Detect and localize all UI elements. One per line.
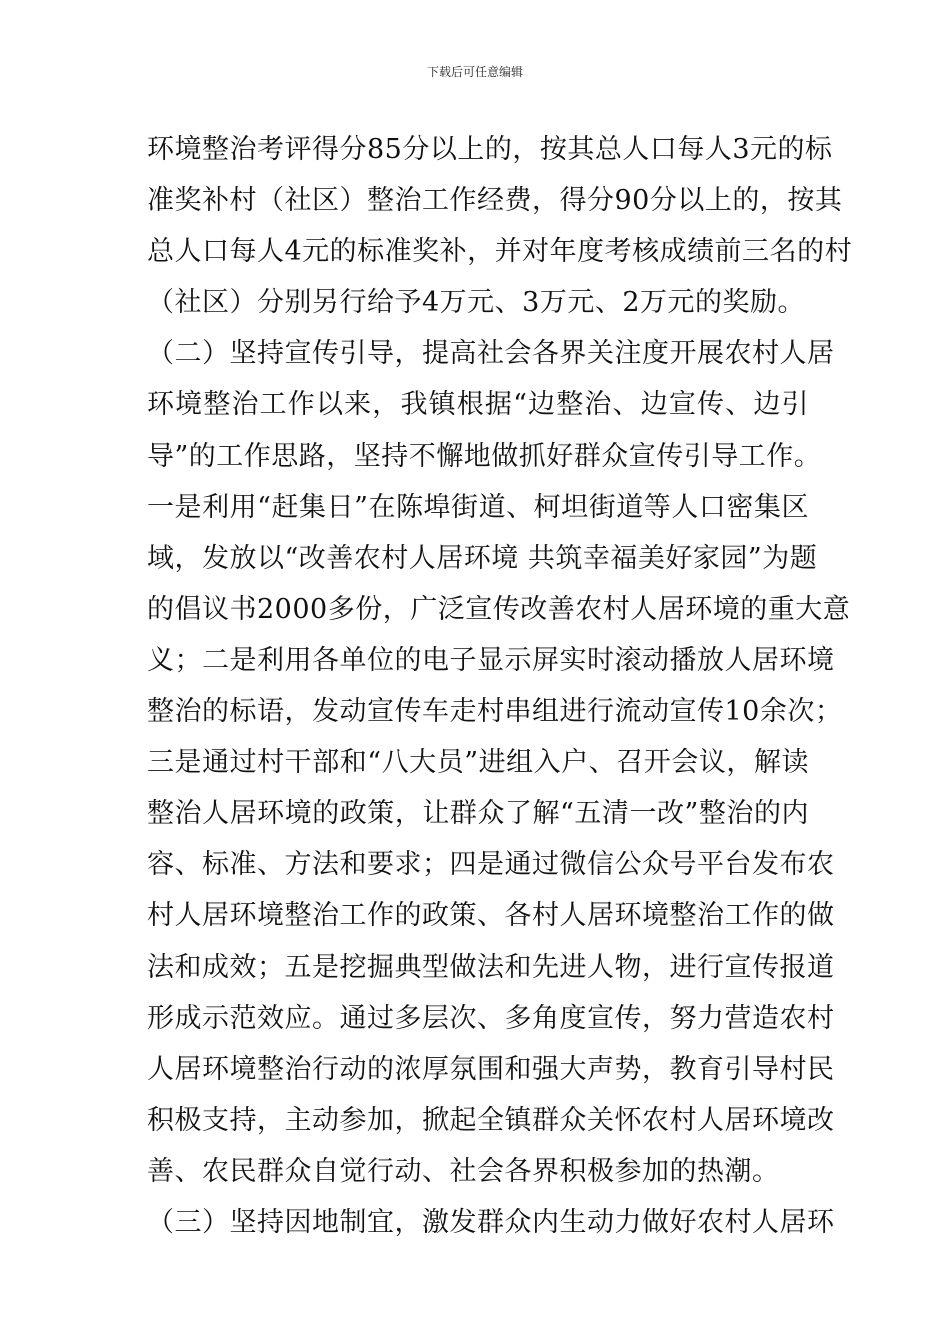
text-line: 准奖补村（社区）整治工作经费，得分90分以上的，按其 xyxy=(147,185,843,217)
text-line: 整治人居环境的政策，让群众了解“五清一改”整治的内 xyxy=(147,798,809,830)
text-line: 义；二是利用各单位的电子显示屏实时滚动播放人居环境 xyxy=(147,644,835,676)
text-line: 总人口每人4元的标准奖补，并对年度考核成绩前三名的村 xyxy=(147,236,853,268)
text-line: 的倡议书2000多份，广泛宣传改善农村人居环境的重大意 xyxy=(147,593,851,625)
section-heading-line: （三）坚持因地制宜，激发群众内生动力做好农村人居环 xyxy=(147,1206,835,1238)
text-line: 善、农民群众自觉行动、社会各界积极参加的热潮。 xyxy=(147,1155,780,1187)
text-line: 域，发放以“改善农村人居环境 共筑幸福美好家园”为题 xyxy=(147,542,818,574)
text-line: 一是利用“赶集日”在陈埠街道、柯坦街道等人口密集区 xyxy=(147,491,809,523)
text-line: （社区）分别另行给予4万元、3万元、2万元的奖励。 xyxy=(147,287,806,319)
page-header: 下载后可任意编辑 xyxy=(426,65,523,79)
document-body xyxy=(147,124,853,1248)
text-line: 环境整治工作以来，我镇根据“边整治、边宣传、边引 xyxy=(147,389,809,421)
text-line: 容、标准、方法和要求；四是通过微信公众号平台发布农 xyxy=(147,849,835,881)
section-heading-line: （二）坚持宣传引导，提高社会各界关注度开展农村人居 xyxy=(147,338,835,370)
text-line: 村人居环境整治工作的政策、各村人居环境整治工作的做 xyxy=(147,900,835,932)
text-line: 三是通过村干部和“八大员”进组入户、召开会议，解读 xyxy=(147,747,809,779)
text-line: 形成示范效应。通过多层次、多角度宣传，努力营造农村 xyxy=(147,1002,835,1034)
text-line: 环境整治考评得分85分以上的，按其总人口每人3元的标 xyxy=(147,134,833,165)
text-line: 积极支持，主动参加，掀起全镇群众关怀农村人居环境改 xyxy=(147,1104,835,1136)
text-line: 整治的标语，发动宣传车走村串组进行流动宣传10余次； xyxy=(147,696,843,728)
text-line: 导”的工作思路，坚持不懈地做抓好群众宣传引导工作。 xyxy=(147,440,822,472)
text-line: 法和成效；五是挖掘典型做法和先进人物，进行宣传报道 xyxy=(147,951,835,983)
text-line: 人居环境整治行动的浓厚氛围和强大声势，教育引导村民 xyxy=(147,1053,835,1085)
